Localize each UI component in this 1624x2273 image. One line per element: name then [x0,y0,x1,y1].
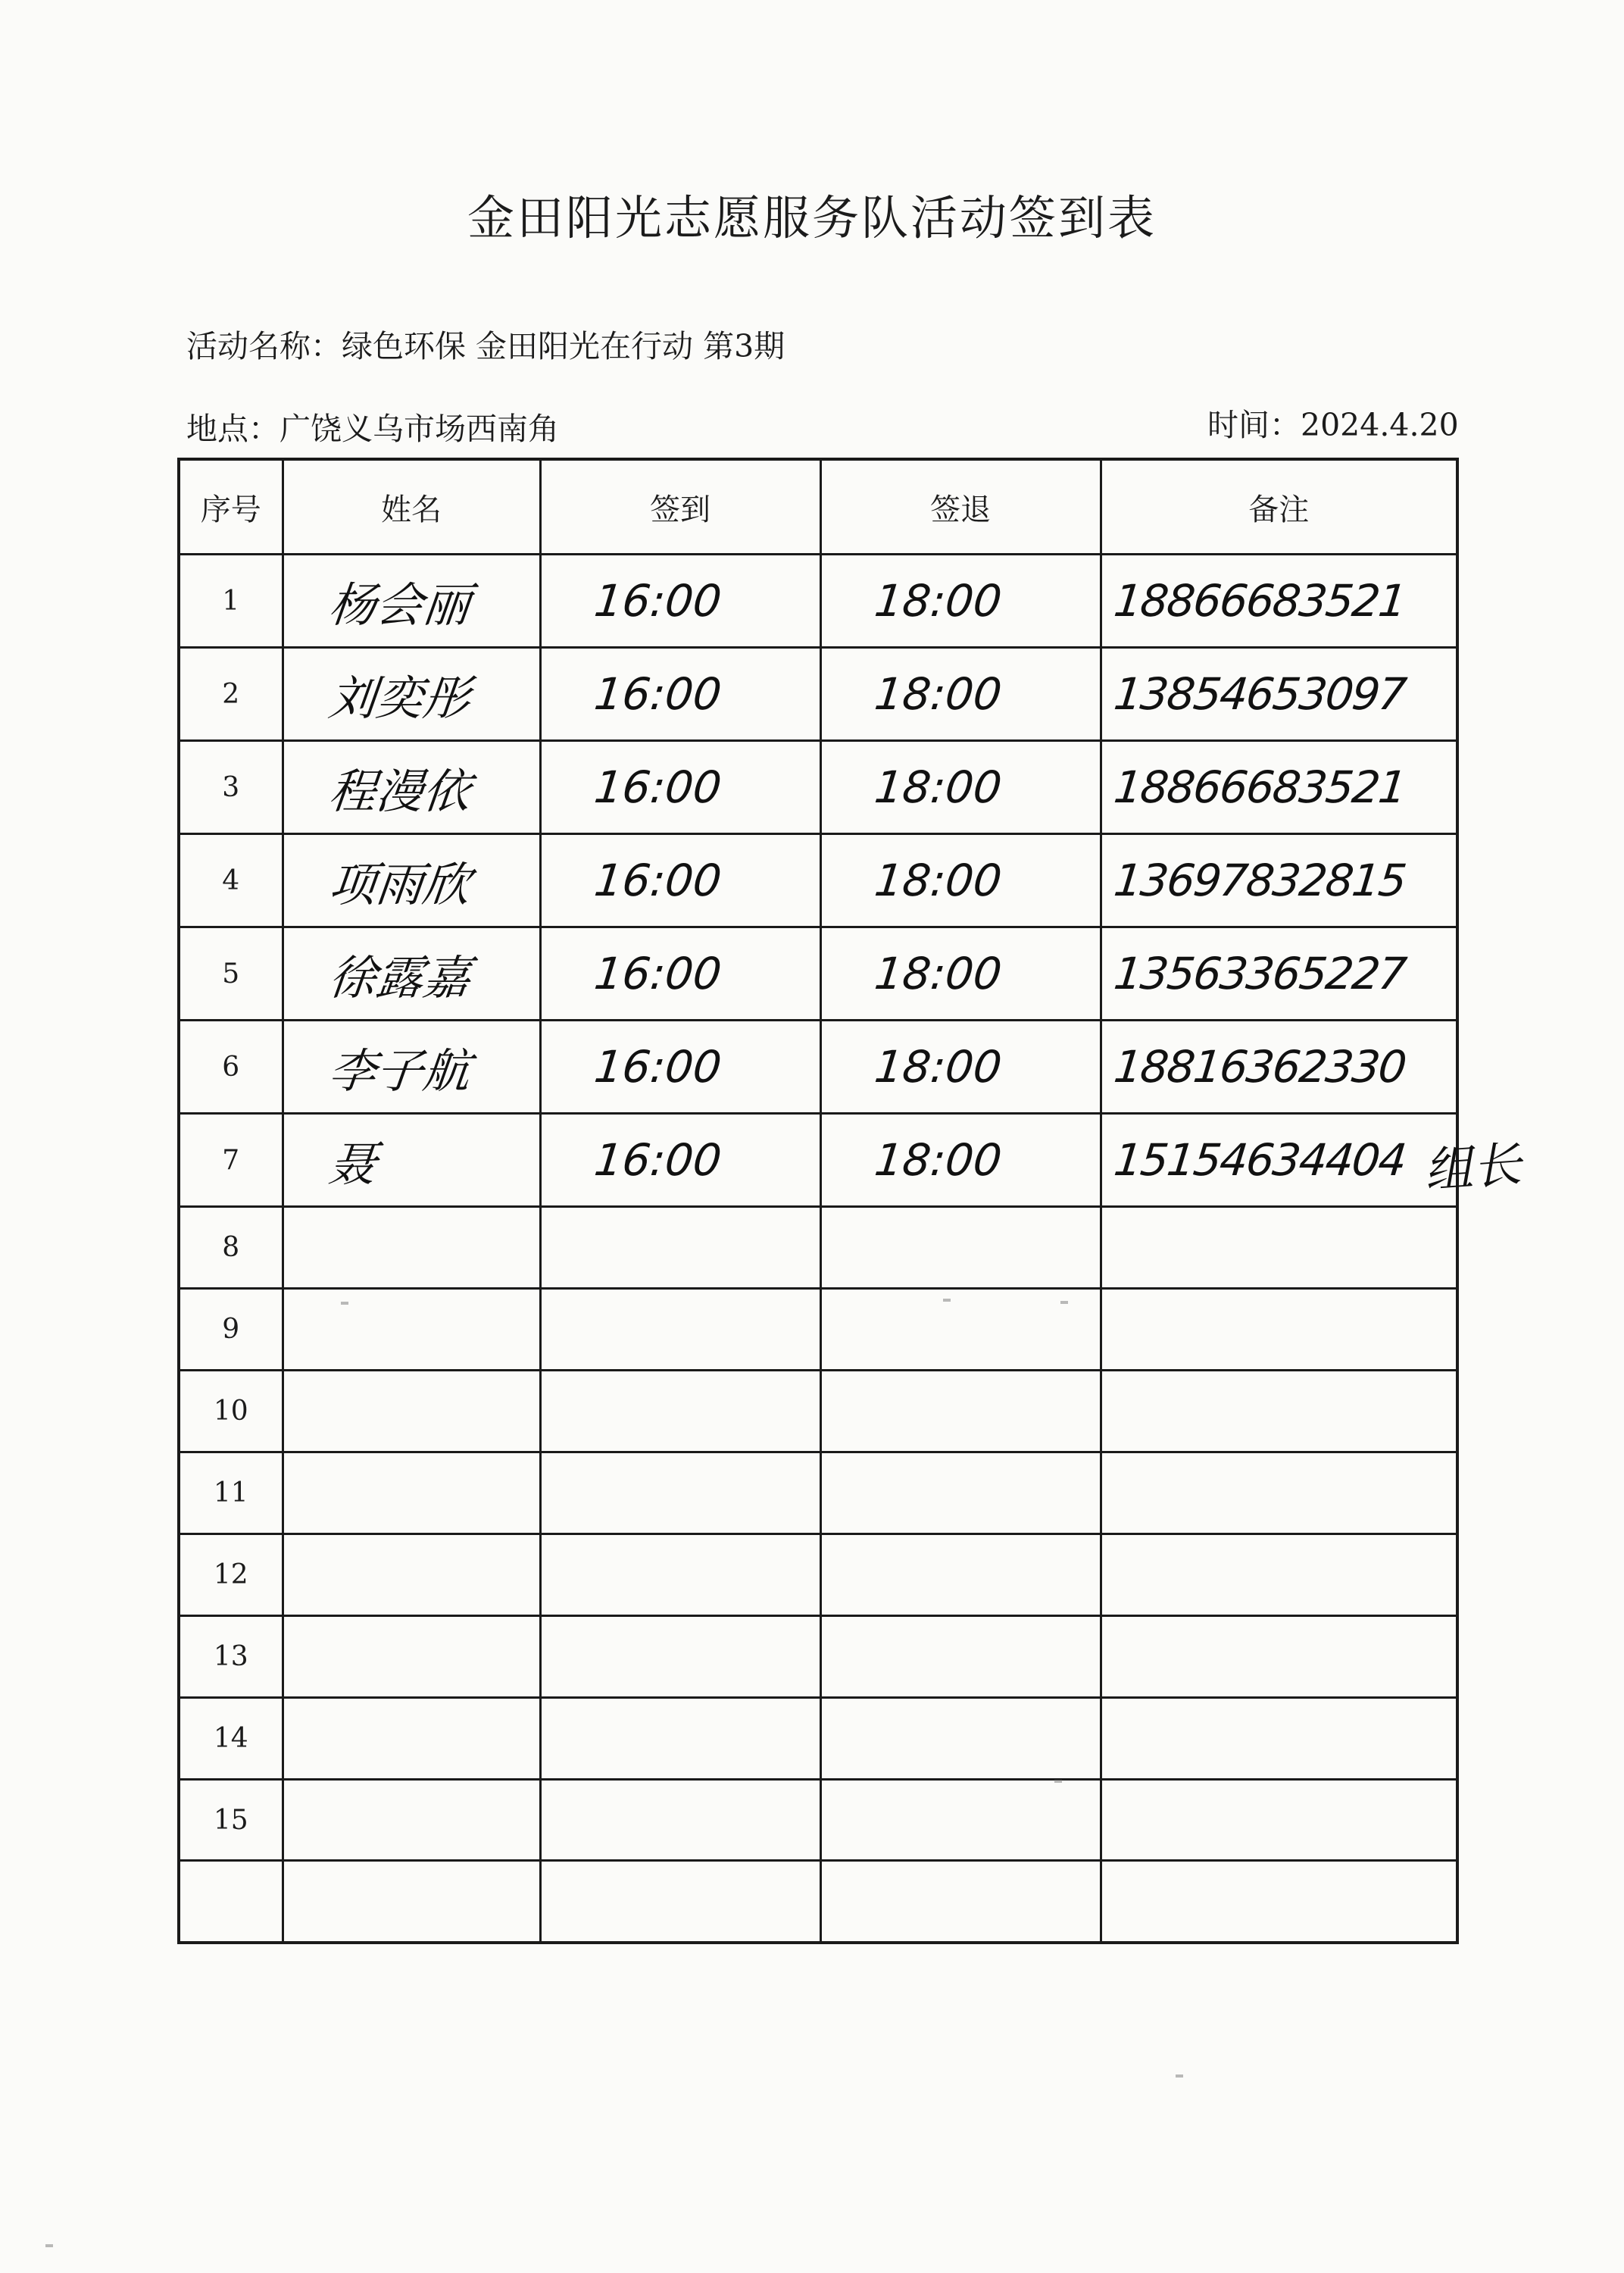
row-number: 5 [179,927,283,1021]
note-cell [1101,1452,1457,1534]
table-row [179,741,1457,834]
note-cell [1101,1371,1457,1452]
name-cell [283,1452,540,1534]
note-cell-text: 18816362330 [1110,1041,1407,1093]
header-name: 姓名 [283,459,540,555]
sign-in-cell [540,1861,820,1943]
sign-in-cell-text: 16:00 [591,948,724,1000]
table-row [179,1615,1457,1697]
header-note: 备注 [1101,459,1457,555]
place-value: 广饶义乌市场西南角 [280,411,559,447]
sign-out-cell [820,1114,1101,1207]
sign-out-cell [820,1371,1101,1452]
sign-in-cell-text: 16:00 [591,761,724,814]
table-row [179,1779,1457,1861]
name-cell-text: 聂 [326,1136,379,1192]
row-number: 12 [179,1534,283,1615]
sign-in-table [177,458,1456,1944]
table-row [179,1697,1457,1779]
sign-out-cell [820,1289,1101,1371]
note-cell [1101,1289,1457,1371]
row-number: 15 [179,1779,283,1861]
table-row [179,1114,1457,1207]
sign-out-cell [820,1615,1101,1697]
sign-in-cell-text: 16:00 [591,575,724,627]
name-cell [283,1207,540,1289]
row-number: 4 [179,834,283,927]
row-number [179,1861,283,1943]
note-cell-text: 18866683521 [1110,575,1407,627]
sign-in-cell-text: 16:00 [591,855,724,907]
row-number: 11 [179,1452,283,1534]
sign-out-cell [820,834,1101,927]
note-cell-text: 13563365227 [1110,948,1407,1000]
note-cell [1101,1114,1457,1207]
name-cell [283,555,540,648]
activity-name: 绿色环保 金田阳光在行动 第3期 [342,328,785,364]
table-row [179,834,1457,927]
name-cell [283,741,540,834]
table-row [179,1861,1457,1943]
page-title: 金田阳光志愿服务队活动签到表 [467,190,1157,245]
sign-out-cell [820,1861,1101,1943]
sign-out-cell-text: 18:00 [871,948,1004,1000]
sign-in-cell [540,834,820,927]
sign-out-cell [820,741,1101,834]
name-cell-text: 程漫依 [326,763,473,819]
name-cell [283,1289,540,1371]
table-row [179,1534,1457,1615]
note-cell [1101,1615,1457,1697]
sign-out-cell [820,1207,1101,1289]
sign-out-cell [820,648,1101,741]
name-cell [283,1114,540,1207]
table-row [179,1452,1457,1534]
name-cell [283,1371,540,1452]
place-line [186,404,559,449]
name-cell [283,1861,540,1943]
note-cell [1101,834,1457,927]
note-cell [1101,1697,1457,1779]
note-cell-text: 13854653097 [1110,668,1407,721]
sign-out-cell-text: 18:00 [871,761,1004,814]
sign-in-cell-text: 16:00 [591,1134,724,1187]
row-number: 1 [179,555,283,648]
note-cell [1101,648,1457,741]
header-no: 序号 [179,459,283,555]
note-cell-text: 13697832815 [1110,855,1407,907]
note-cell [1101,1207,1457,1289]
table-row [179,555,1457,648]
name-cell-text: 项雨欣 [326,856,473,912]
time-value: 2024.4.20 [1301,407,1459,443]
sign-out-cell [820,1697,1101,1779]
name-cell [283,1697,540,1779]
time-label: 时间： [1207,407,1301,443]
row-number: 13 [179,1615,283,1697]
note-cell [1101,555,1457,648]
sign-in-cell [540,555,820,648]
table-row [179,927,1457,1021]
name-cell [283,1534,540,1615]
table-row [179,1289,1457,1371]
name-cell [283,1779,540,1861]
sign-out-cell-text: 18:00 [871,668,1004,721]
sign-in-cell [540,1371,820,1452]
header-sign-out: 签退 [820,459,1101,555]
sign-out-cell [820,1452,1101,1534]
sign-out-cell [820,1779,1101,1861]
activity-line [186,321,785,366]
row-number: 3 [179,741,283,834]
sign-in-cell [540,1697,820,1779]
sign-in-cell [540,1534,820,1615]
sign-out-cell [820,927,1101,1021]
side-note: 组长 [1422,1136,1523,1200]
name-cell-text: 徐露嘉 [326,949,473,1005]
note-cell [1101,1021,1457,1114]
sign-in-cell [540,648,820,741]
row-number: 2 [179,648,283,741]
sign-out-cell [820,555,1101,648]
row-number: 7 [179,1114,283,1207]
sign-out-cell-text: 18:00 [871,855,1004,907]
note-cell-text: 15154634404 [1110,1134,1407,1187]
name-cell-text: 刘奕彤 [326,670,473,726]
row-number: 14 [179,1697,283,1779]
note-cell [1101,741,1457,834]
note-cell [1101,1779,1457,1861]
note-cell [1101,927,1457,1021]
sign-in-cell [540,1615,820,1697]
table-row [179,1021,1457,1114]
table-row [179,1371,1457,1452]
sign-out-cell-text: 18:00 [871,1041,1004,1093]
sign-in-cell [540,927,820,1021]
sign-in-cell [540,1114,820,1207]
name-cell [283,1615,540,1697]
name-cell [283,1021,540,1114]
sign-in-cell [540,1021,820,1114]
sign-out-cell-text: 18:00 [871,575,1004,627]
sign-out-cell-text: 18:00 [871,1134,1004,1187]
time-line [1207,400,1459,445]
sign-out-cell [820,1534,1101,1615]
name-cell [283,927,540,1021]
sign-out-cell [820,1021,1101,1114]
header-sign-in: 签到 [540,459,820,555]
row-number: 6 [179,1021,283,1114]
name-cell [283,834,540,927]
sign-in-cell-text: 16:00 [591,1041,724,1093]
row-number: 8 [179,1207,283,1289]
row-number: 9 [179,1289,283,1371]
place-label: 地点： [186,411,280,447]
activity-label: 活动名称： [186,328,342,364]
table-row [179,1207,1457,1289]
name-cell-text: 李子航 [326,1043,473,1099]
sign-in-cell [540,741,820,834]
note-cell-text: 18866683521 [1110,761,1407,814]
sign-in-cell [540,1452,820,1534]
name-cell-text: 杨会丽 [326,577,473,633]
table-header-row [179,459,1457,555]
table-body [179,555,1457,1943]
row-number: 10 [179,1371,283,1452]
sign-in-cell [540,1207,820,1289]
sign-in-cell [540,1289,820,1371]
table-row [179,648,1457,741]
note-cell [1101,1861,1457,1943]
sign-in-cell-text: 16:00 [591,668,724,721]
name-cell [283,648,540,741]
note-cell [1101,1534,1457,1615]
sign-in-cell [540,1779,820,1861]
